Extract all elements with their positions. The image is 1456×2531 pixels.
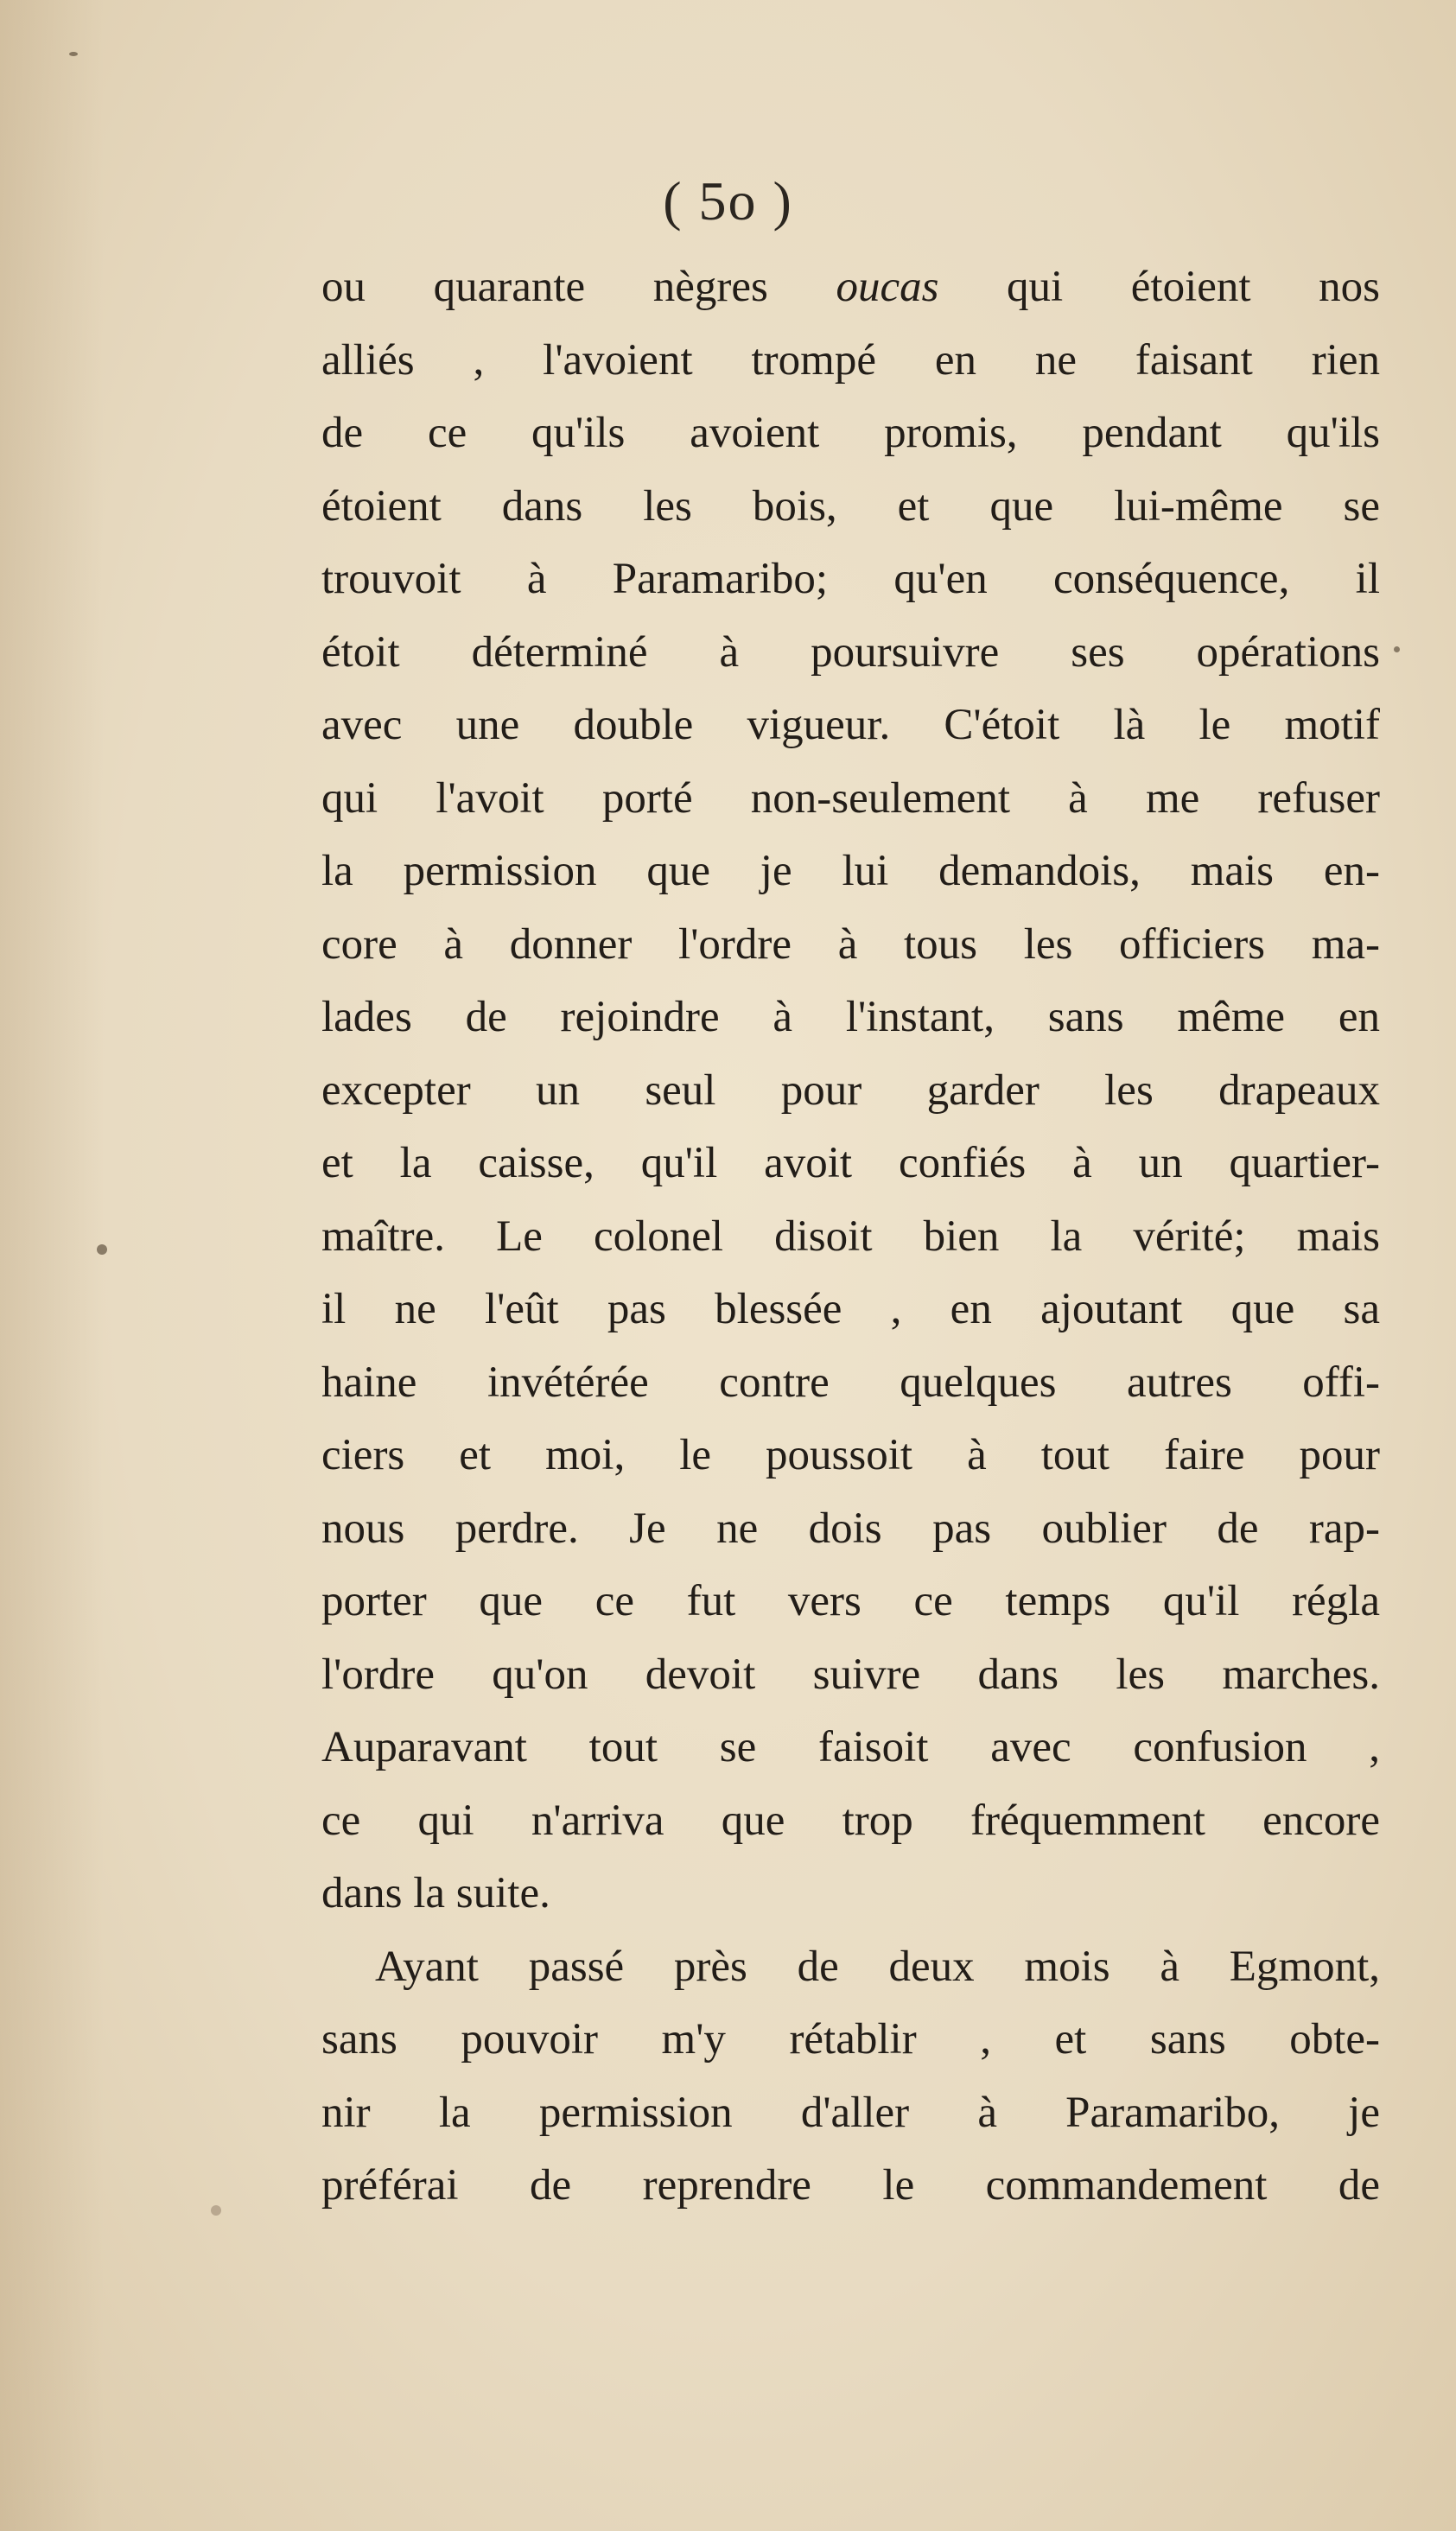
text-line: maître. Le colonel disoit bien la vérité; mais bbox=[321, 1211, 1380, 1261]
text-line: porter que ce fut vers ce temps qu'il régla bbox=[321, 1577, 1380, 1625]
text-line: excepter un seul pour garder les drapeaux bbox=[321, 1065, 1380, 1115]
text-line: il ne l'eût pas blessée , en ajoutant que sa bbox=[321, 1285, 1380, 1333]
text-line: étoient dans les bois, et que lui-même se bbox=[321, 481, 1380, 531]
text-line: préférai de reprendre le commandement de bbox=[321, 2161, 1380, 2210]
text-line: core à donner l'ordre à tous les officiers ma- bbox=[321, 919, 1380, 969]
text-line: alliés , l'avoient trompé en ne faisant rien bbox=[321, 335, 1380, 385]
ink-spot bbox=[69, 52, 78, 56]
text-line: ce qui n'arriva que trop fréquemment encore bbox=[321, 1796, 1380, 1845]
page-number: ( 5o ) bbox=[663, 170, 793, 232]
text-line: et la caisse, qu'il avoit confiés à un quartier- bbox=[321, 1139, 1380, 1187]
text-line: nir la permission d'aller à Paramaribo, je bbox=[321, 2088, 1380, 2137]
text-line: étoit déterminé à poursuivre ses opérations bbox=[321, 627, 1380, 677]
text-line: dans la suite. bbox=[321, 1869, 550, 1917]
text-line: la permission que je lui demandois, mais en- bbox=[321, 847, 1380, 895]
text-line: Auparavant tout se faisoit avec confusion , bbox=[321, 1723, 1380, 1771]
ink-spot bbox=[211, 2205, 221, 2216]
text-line: ou quarante nègres oucas qui étoient nos bbox=[321, 263, 1380, 311]
text-line: ciers et moi, le poussoit à tout faire pour bbox=[321, 1431, 1380, 1479]
page-edge-shadow bbox=[0, 0, 104, 2531]
text-line: sans pouvoir m'y rétablir , et sans obte- bbox=[321, 2015, 1380, 2064]
text-line: nous perdre. Je ne dois pas oublier de rap- bbox=[321, 1504, 1380, 1553]
text-line: l'ordre qu'on devoit suivre dans les marches. bbox=[321, 1650, 1380, 1699]
text-line: lades de rejoindre à l'instant, sans même en bbox=[321, 993, 1380, 1041]
ink-spot bbox=[97, 1244, 107, 1255]
ink-spot bbox=[1394, 646, 1400, 652]
body-text bbox=[321, 251, 1380, 2223]
text-line: de ce qu'ils avoient promis, pendant qu'ils bbox=[321, 409, 1380, 457]
text-line: Ayant passé près de deux mois à Egmont, bbox=[375, 1942, 1380, 1991]
text-line: qui l'avoit porté non-seulement à me refuser bbox=[321, 773, 1380, 823]
text-line: haine invétérée contre quelques autres offi- bbox=[321, 1358, 1380, 1407]
text-line: avec une double vigueur. C'étoit là le motif bbox=[321, 701, 1380, 749]
text-line: trouvoit à Paramaribo; qu'en conséquence, il bbox=[321, 555, 1380, 603]
italic-word: oucas bbox=[836, 263, 939, 311]
